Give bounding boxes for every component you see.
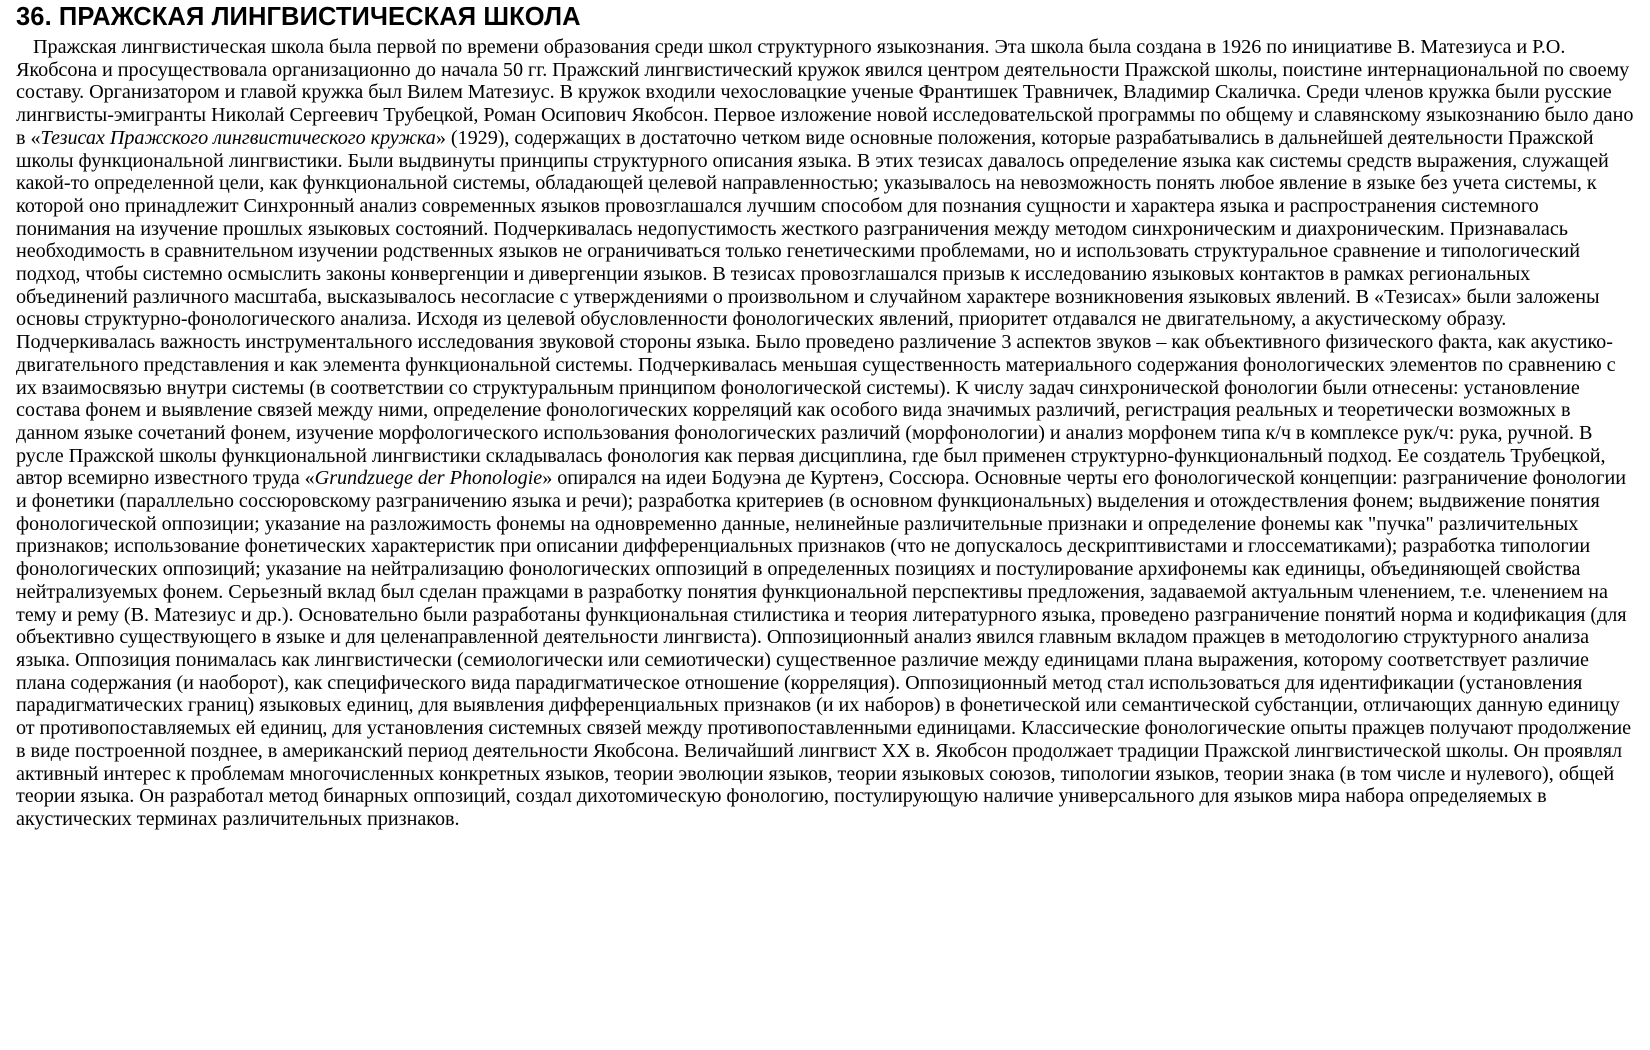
document-page <box>16 2 1636 831</box>
paragraph-text-part-3: » опирался на идеи Бодуэна де Куртенэ, Соссюра. Основные черты его фонологической концепции: разграничение фонологии и фонетики (параллельно соссюровскому разграничению языка и речи); разработка критериев (в основном функциональных) выделения и отождествления фонем; выдвижение понятия фонологической оппозиции; указание на разложимость фонемы на одновременно данные, нелинейные различительные признаки и определение фонемы как "пучка" различительных признаков; использование фонетических характеристик при описании дифференциальных признаков (что не допускалось дескриптивистами и глоссематиками); разработка типологии фонологических оппозиций; указание на нейтрализацию фонологических оппозиций в определенных позициях и постулирование архифонемы как единицы, объединяющей свойства нейтрализуемых фонем. Серьезный вклад был сделан пражцами в разработку понятия функциональной перспективы предложения, задаваемой актуальным членением, т.е. членением на тему и рему (В. Матезиус и др.). Основательно были разработаны функциональная стилистика и теория литературного языка, проведено разграничение понятий норма и кодификация (для объективно существующего в языке и для целенаправленной деятельности лингвиста). Оппозиционный анализ явился главным вкладом пражцев в методологию структурного анализа языка. Оппозиция понималась как лингвистически (семиологически или семиотически) существенное различие между единицами плана выражения, которому соответствует различие плана содержания (и наоборот), как специфического вида парадигматическое отношение (корреляция). Оппозиционный метод стал использоваться для идентификации (установления парадигматических границ) языковых единиц, для выявления дифференциальных признаков (и их наборов) в фонетической или семантической субстанции, отличающих данную единицу от противопоставляемых ей единиц, для установления системных связей между противопоставленными единицами. Классические фонологические опыты пражцев получают продолжение в виде построенной позднее, в американский период деятельности Якобсона. Величайший лингвист XX в. Якобсон продолжает традиции Пражской лингвистической школы. Он проявлял активный интерес к проблемам многочисленных конкретных языков, теории эволюции языков, теории языковых союзов, типологии языков, теории знака (в том числе и нулевого), общей теории языка. Он разработал метод бинарных оппозиций, создал дихотомическую фонологию, постулирующую наличие универсального для языков мира набора определяемых в акустических терминах различительных признаков. <box>16 467 1631 830</box>
section-heading: 36. ПРАЖСКАЯ ЛИНГВИСТИЧЕСКАЯ ШКОЛА <box>16 3 581 31</box>
paragraph-text-part-1: Пражская лингвистическая школа была первой по времени образования среди школ структурного языкознания. Эта школа была создана в 1926 по инициативе В. Матезиуса и Р.О. Якобсона и просуществовала организационно до начала 50 гг. Пражский лингвистический кружок явился центром деятельности Пражской школы, поистине интернациональной по своему составу. Организатором и главой кружка был Вилем Матезиус. В кружок входили чехословацкие ученые Франтишек Травничек, Владимир Скаличка. Среди членов кружка были русские лингвисты-эмигранты Николай Сергеевич Трубецкой, Роман Осипович Якобсон. Первое изложение новой исследовательской программы по общему и славянскому языкознанию было дано в « <box>16 36 1634 149</box>
italic-title-theses: Тезисах Пражского лингвистического кружка <box>40 126 436 149</box>
body-paragraph <box>16 36 1636 831</box>
paragraph-text-part-2: » (1929), содержащих в достаточно четком виде основные положения, которые разрабатывались в дальнейшей деятельности Пражской школы функциональной лингвистики. Были выдвинуты принципы структурного описания языка. В этих тезисах давалось определение языка как системы средств выражения, служащей какой-то определенной цели, как функциональной системы, обладающей целевой направленностью; указывалось на невозможность понять любое явление в языке без учета системы, к которой оно принадлежит Синхронный анализ современных языков провозглашался лучшим способом для познания сущности и характера языка и распространения системного понимания на изучение прошлых языковых состояний. Подчеркивалась недопустимость жесткого разграничения между методом синхроническим и диахроническим. Признавалась необходимость в сравнительном изучении родственных языков не ограничиваться только генетическими проблемами, но и использовать структуральное сравнение и типологический подход, чтобы системно осмыслить законы конвергенции и дивергенции языков. В тезисах провозглашался призыв к исследованию языковых контактов в рамках региональных объединений различного масштаба, высказывалось несогласие с утверждениями о произвольном и случайном характере возникновения языковых явлений. В «Тезисах» были заложены основы структурно-фонологического анализа. Исходя из целевой обусловленности фонологических явлений, приоритет отдавался не двигательному, а акустическому образу. Подчеркивалась важность инструментального исследования звуковой стороны языка. Было проведено различение 3 аспектов звуков – как объективного физического факта, как акустико-двигательного представления и как элемента функциональной системы. Подчеркивалась меньшая существенность материального содержания фонологических элементов по сравнению с их взаимосвязью внутри системы (в соответствии со структуральным принципом фонологической системы). К числу задач синхронической фонологии были отнесены: установление состава фонем и выявление связей между ними, определение фонологических корреляций как особого вида значимых различий, регистрация реальных и теоретически возможных в данном языке сочетаний фонем, изучение морфологического использования фонологических различий (морфонологии) и анализ морфонем типа к/ч в комплексе рук/ч: рука, ручной. В русле Пражской школы функциональной лингвистики складывалась фонология как первая дисциплина, где был применен структурно-функциональный подход. Ее создатель Трубецкой, автор всемирно известного труда « <box>16 126 1616 490</box>
italic-title-grundzuege: Grundzuege der Phonologie <box>314 467 543 490</box>
